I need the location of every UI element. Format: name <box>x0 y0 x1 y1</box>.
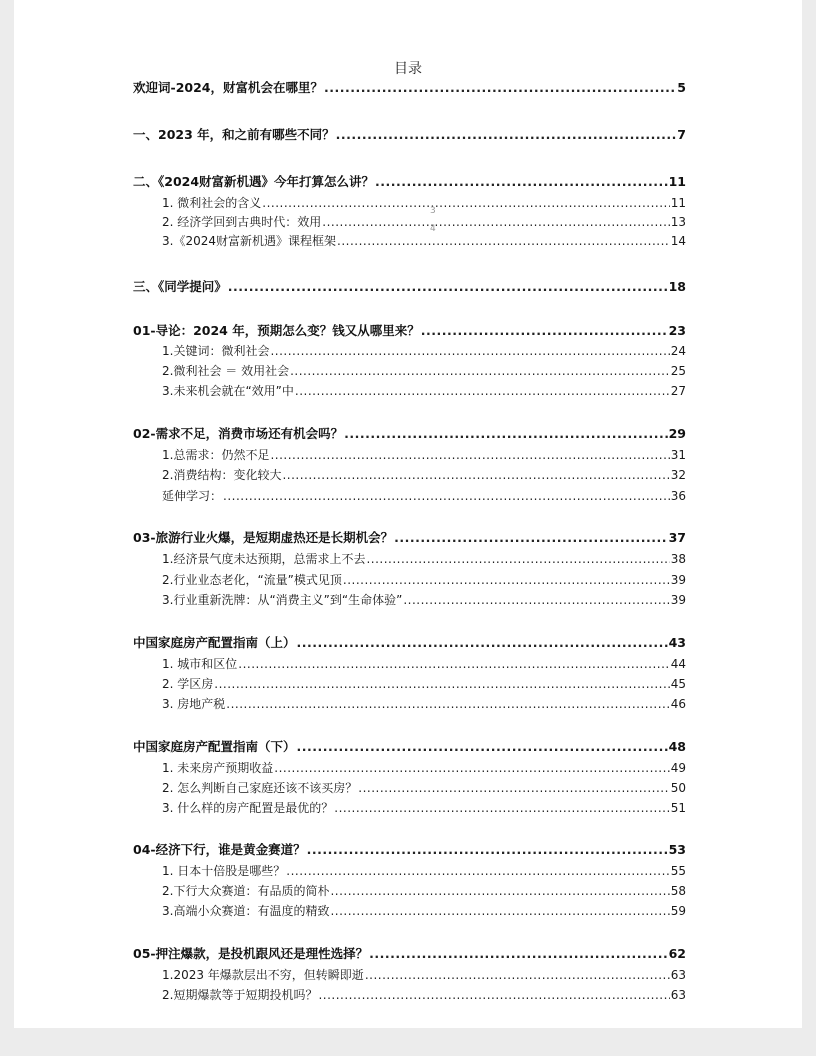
toc-entry-text: 01-导论：2024 年，预期怎么变？钱又从哪里来？ <box>133 323 420 338</box>
toc-entry-page: 25 <box>670 364 686 378</box>
toc-entry-text: 2.短期爆款等于短期投机吗？ <box>162 988 318 1002</box>
toc-entry-text: 2.微利社会 ＝ 效用社会 <box>162 364 290 378</box>
toc-subentry[interactable] <box>162 695 686 713</box>
toc-entry-section-1[interactable] <box>133 126 686 144</box>
toc-entry-text: 1.总需求：仍然不足 <box>162 448 270 462</box>
toc-subentry[interactable] <box>162 882 686 900</box>
leader-dots <box>375 173 668 191</box>
toc-entry-page: 63 <box>670 968 686 982</box>
toc-entry-text: 1.关键词：微利社会 <box>162 344 270 358</box>
toc-subentry[interactable] <box>162 232 686 250</box>
toc-entry-page: 49 <box>670 761 686 775</box>
toc-subentry[interactable] <box>162 342 686 360</box>
toc-entry-housing-part-2[interactable] <box>133 738 686 756</box>
toc-entry-page: 44 <box>670 657 686 671</box>
leader-dots <box>297 738 668 756</box>
toc-entry-page: 59 <box>670 904 686 918</box>
leader-dots <box>337 232 670 250</box>
leader-dots <box>421 322 668 340</box>
toc-title: 目录 <box>394 61 422 77</box>
toc-entry-page: 37 <box>668 530 686 545</box>
toc-entry-section-2[interactable] <box>133 173 686 191</box>
leader-dots <box>334 799 669 817</box>
toc-entry-page: 24 <box>670 344 686 358</box>
toc-entry-chapter-03[interactable] <box>133 529 686 547</box>
toc-entry-section-3[interactable] <box>133 278 686 296</box>
toc-entry-chapter-01[interactable] <box>133 322 686 340</box>
leader-dots <box>286 862 669 880</box>
toc-entry-chapter-02[interactable] <box>133 425 686 443</box>
leader-dots <box>366 550 669 568</box>
toc-entry-page: 13 <box>670 215 686 229</box>
toc-entry-page: 14 <box>670 234 686 248</box>
leader-dots <box>365 966 670 984</box>
toc-subentry[interactable] <box>162 466 686 484</box>
leader-dots <box>343 571 670 589</box>
leader-dots <box>358 779 669 797</box>
toc-subentry[interactable] <box>162 966 686 984</box>
toc-subentry[interactable] <box>162 799 686 817</box>
toc-entry-text: 中国家庭房产配置指南（下） <box>133 739 296 754</box>
toc-entry-text: 中国家庭房产配置指南（上） <box>133 635 296 650</box>
toc-entry-page: 63 <box>670 988 686 1002</box>
toc-entry-page: 39 <box>670 573 686 587</box>
toc-entry-text: 一、2023 年，和之前有哪些不同？ <box>133 127 335 142</box>
toc-entry-chapter-04[interactable] <box>133 841 686 859</box>
toc-subentry[interactable] <box>162 382 686 400</box>
toc-entry-text: 1.2023 年爆款层出不穷，但转瞬即逝 <box>162 968 364 982</box>
toc-entry-page: 36 <box>670 489 686 503</box>
leader-dots <box>394 529 668 547</box>
toc-entry-page: 51 <box>670 801 686 815</box>
toc-entry-text: 1. 微利社会的含义 <box>162 196 262 210</box>
toc-subentry[interactable] <box>162 194 686 212</box>
toc-subentry[interactable] <box>162 902 686 920</box>
toc-entry-page: 32 <box>670 468 686 482</box>
toc-entry-text: 2. 怎么判断自己家庭还该不该买房？ <box>162 781 358 795</box>
leader-dots <box>295 382 670 400</box>
toc-entry-chapter-05[interactable] <box>133 945 686 963</box>
toc-subentry[interactable] <box>162 550 686 568</box>
stray-mark: 4 <box>430 224 436 234</box>
toc-entry-text: 1. 日本十倍股是哪些？ <box>162 864 286 878</box>
toc-entry-text: 3. 房地产税 <box>162 697 226 711</box>
toc-subentry[interactable] <box>162 362 686 380</box>
toc-entry-text: 03-旅游行业火爆，是短期虚热还是长期机会？ <box>133 530 394 545</box>
toc-entry-text: 2.行业业态老化，“流量”模式见顶 <box>162 573 342 587</box>
leader-dots <box>403 591 669 609</box>
leader-dots <box>214 675 669 693</box>
toc-entry-page: 39 <box>670 593 686 607</box>
toc-entry-page: 7 <box>677 127 686 142</box>
toc-entry-text: 1. 未来房产预期收益 <box>162 761 274 775</box>
toc-subentry[interactable] <box>162 779 686 797</box>
leader-dots <box>330 882 669 900</box>
toc-entry-text: 3.行业重新洗牌：从“消费主义”到“生命体验” <box>162 593 403 607</box>
leader-dots <box>274 759 669 777</box>
toc-entry-text: 2.消费结构：变化较大 <box>162 468 282 482</box>
toc-subentry[interactable] <box>162 675 686 693</box>
toc-subentry[interactable] <box>162 213 686 231</box>
toc-entry-text: 3.高端小众赛道：有温度的精致 <box>162 904 330 918</box>
leader-dots <box>330 902 669 920</box>
stray-mark: 3 <box>430 206 436 216</box>
toc-entry-text: 3.未来机会就在“效用”中 <box>162 384 294 398</box>
toc-entry-text: 04-经济下行，谁是黄金赛道？ <box>133 842 306 857</box>
toc-entry-page: 58 <box>670 884 686 898</box>
toc-entry-text: 02-需求不足，消费市场还有机会吗？ <box>133 426 344 441</box>
leader-dots <box>262 194 669 212</box>
toc-subentry[interactable] <box>162 862 686 880</box>
leader-dots <box>290 362 670 380</box>
toc-entry-welcome[interactable] <box>133 79 686 97</box>
toc-entry-text: 3.《2024财富新机遇》课程框架 <box>162 234 336 248</box>
toc-entry-page: 43 <box>668 635 686 650</box>
toc-entry-page: 46 <box>670 697 686 711</box>
toc-entry-text: 1. 城市和区位 <box>162 657 238 671</box>
leader-dots <box>270 342 669 360</box>
toc-entry-text: 2. 学区房 <box>162 677 214 691</box>
leader-dots <box>223 487 670 505</box>
toc-entry-text: 三、《同学提问》 <box>133 279 227 294</box>
toc-subentry[interactable] <box>162 571 686 589</box>
toc-entry-page: 23 <box>668 323 686 338</box>
toc-entry-text: 延伸学习： <box>162 489 223 503</box>
toc-entry-text: 3. 什么样的房产配置是最优的？ <box>162 801 334 815</box>
toc-entry-page: 50 <box>670 781 686 795</box>
toc-entry-page: 45 <box>670 677 686 691</box>
toc-entry-page: 11 <box>668 174 686 189</box>
toc-subentry[interactable] <box>162 446 686 464</box>
leader-dots <box>270 446 669 464</box>
toc-entry-page: 38 <box>670 552 686 566</box>
leader-dots <box>282 466 669 484</box>
toc-subentry[interactable] <box>162 986 686 1004</box>
leader-dots <box>344 425 668 443</box>
toc-entry-page: 53 <box>668 842 686 857</box>
leader-dots <box>318 986 669 1004</box>
toc-entry-page: 11 <box>670 196 686 210</box>
toc-entry-page: 62 <box>668 946 686 961</box>
toc-subentry[interactable] <box>162 487 686 505</box>
leader-dots <box>369 945 668 963</box>
leader-dots <box>226 695 669 713</box>
toc-entry-page: 18 <box>668 279 686 294</box>
toc-entry-page: 48 <box>668 739 686 754</box>
toc-subentry[interactable] <box>162 591 686 609</box>
toc-entry-text: 2.下行大众赛道：有品质的简朴 <box>162 884 330 898</box>
leader-dots <box>324 79 676 97</box>
toc-entry-page: 27 <box>670 384 686 398</box>
leader-dots <box>322 213 669 231</box>
leader-dots <box>336 126 677 144</box>
toc-entry-page: 5 <box>677 80 686 95</box>
leader-dots <box>307 841 668 859</box>
toc-entry-housing-part-1[interactable] <box>133 634 686 652</box>
toc-entry-page: 55 <box>670 864 686 878</box>
leader-dots <box>297 634 668 652</box>
toc-entry-page: 29 <box>668 426 686 441</box>
toc-subentry[interactable] <box>162 655 686 673</box>
toc-subentry[interactable] <box>162 759 686 777</box>
toc-entry-page: 31 <box>670 448 686 462</box>
leader-dots <box>238 655 669 673</box>
toc-entry-text: 二、《2024财富新机遇》今年打算怎么讲？ <box>133 174 375 189</box>
leader-dots <box>228 278 668 296</box>
toc-entry-text: 欢迎词-2024，财富机会在哪里？ <box>133 80 323 95</box>
toc-entry-text: 1.经济景气度未达预期，总需求上不去 <box>162 552 366 566</box>
toc-entry-text: 2. 经济学回到古典时代：效用 <box>162 215 322 229</box>
toc-entry-text: 05-押注爆款，是投机跟风还是理性选择？ <box>133 946 369 961</box>
